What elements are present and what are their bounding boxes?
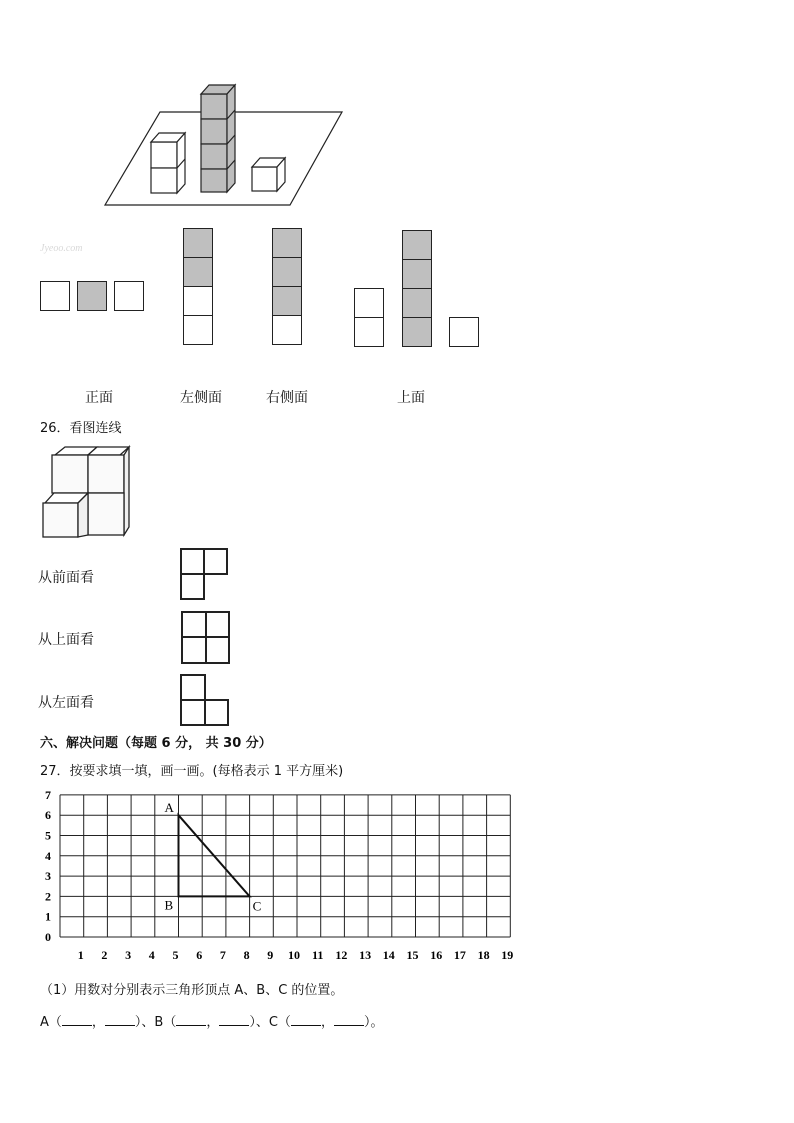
top-view-square [402, 288, 432, 318]
block-arrangement-figure [0, 0, 794, 220]
x-tick-label: 2 [101, 948, 108, 962]
q27-answer-line [40, 1011, 383, 1030]
left-side-view-square [183, 228, 213, 258]
x-tick-label: 11 [312, 948, 324, 962]
view-label-front: 正面 [85, 390, 113, 406]
q26-shape-3[interactable] [180, 673, 240, 733]
x-tick-label: 18 [477, 948, 490, 962]
x-tick-label: 10 [288, 948, 300, 962]
q27-part1-prompt: （1）用数对分别表示三角形顶点 A、B、C 的位置。 [40, 983, 344, 998]
answer-b-label: ）、B（ [134, 1015, 177, 1030]
watermark: Jyeoo.com [40, 243, 83, 254]
top-view-square [402, 259, 432, 289]
answer-c-y-blank[interactable] [334, 1013, 364, 1026]
vertex-label-a: A [164, 800, 174, 816]
answer-a-y-blank[interactable] [105, 1013, 135, 1026]
top-view-square [402, 317, 432, 347]
front-view-square [114, 281, 144, 311]
middle-cube-stack [201, 85, 235, 192]
view-label-top: 上面 [397, 390, 425, 406]
answer-c-label: ）、C（ [249, 1015, 291, 1030]
q26-shape-1[interactable] [180, 548, 240, 608]
comma: ， [320, 1015, 334, 1030]
left-cube-stack [151, 133, 185, 193]
answer-a-x-blank[interactable] [62, 1013, 92, 1026]
y-tick-label: 5 [45, 828, 51, 843]
x-tick-label: 19 [501, 948, 514, 962]
view-label-left-side: 左侧面 [180, 390, 222, 406]
y-tick-label: 7 [45, 787, 51, 802]
x-tick-label: 8 [243, 948, 250, 962]
section-6-heading: 六、解决问题（每题 6 分， 共 30 分） [40, 736, 272, 751]
top-view-square [449, 317, 479, 347]
question-26-title: 26．看图连线 [40, 421, 122, 436]
x-tick-label: 7 [219, 948, 226, 962]
q26-shape-2[interactable] [180, 611, 240, 671]
q26-cube-figure [40, 445, 140, 545]
answer-end: ）。 [363, 1015, 384, 1030]
y-tick-label: 6 [45, 808, 51, 823]
x-tick-label: 6 [196, 948, 203, 962]
answer-a-label: A（ [40, 1015, 62, 1030]
y-tick-label: 3 [45, 869, 51, 884]
right-single-cube [252, 158, 285, 191]
vertex-label-b: B [164, 897, 174, 913]
top-view-square [354, 317, 384, 347]
x-tick-label: 9 [267, 948, 274, 962]
x-tick-label: 5 [172, 948, 179, 962]
q26-option-front: 从前面看 [38, 570, 94, 586]
x-tick-label: 13 [359, 948, 372, 962]
top-view-square [402, 230, 432, 260]
front-view-square [77, 281, 107, 311]
top-view-square [354, 288, 384, 318]
left-side-view-square [183, 286, 213, 316]
x-tick-label: 4 [148, 948, 155, 962]
right-side-view-square [272, 286, 302, 316]
x-tick-label: 3 [125, 948, 132, 962]
x-tick-label: 16 [430, 948, 443, 962]
y-tick-label: 1 [45, 909, 51, 924]
right-side-view-square [272, 257, 302, 287]
left-side-view-square [183, 315, 213, 345]
front-view-square [40, 281, 70, 311]
vertex-label-c: C [252, 898, 262, 914]
q26-option-top: 从上面看 [38, 632, 94, 648]
x-tick-label: 17 [453, 948, 466, 962]
q26-option-left: 从左面看 [38, 695, 94, 711]
x-tick-label: 12 [335, 948, 348, 962]
x-tick-label: 14 [382, 948, 395, 962]
right-side-view-square [272, 228, 302, 258]
x-tick-label: 15 [406, 948, 419, 962]
y-tick-label: 0 [45, 930, 51, 944]
left-side-view-square [183, 257, 213, 287]
x-tick-label: 1 [77, 948, 84, 962]
right-side-view-square [272, 315, 302, 345]
coordinate-grid [30, 785, 530, 965]
y-tick-label: 4 [45, 848, 51, 863]
y-tick-label: 2 [45, 889, 51, 904]
answer-b-x-blank[interactable] [176, 1013, 206, 1026]
comma: ， [206, 1015, 220, 1030]
answer-c-x-blank[interactable] [291, 1013, 321, 1026]
question-27-title: 27．按要求填一填，画一画。(每格表示 1 平方厘米) [40, 764, 344, 779]
view-label-right-side: 右侧面 [266, 390, 308, 406]
answer-b-y-blank[interactable] [219, 1013, 249, 1026]
comma: ， [91, 1015, 105, 1030]
